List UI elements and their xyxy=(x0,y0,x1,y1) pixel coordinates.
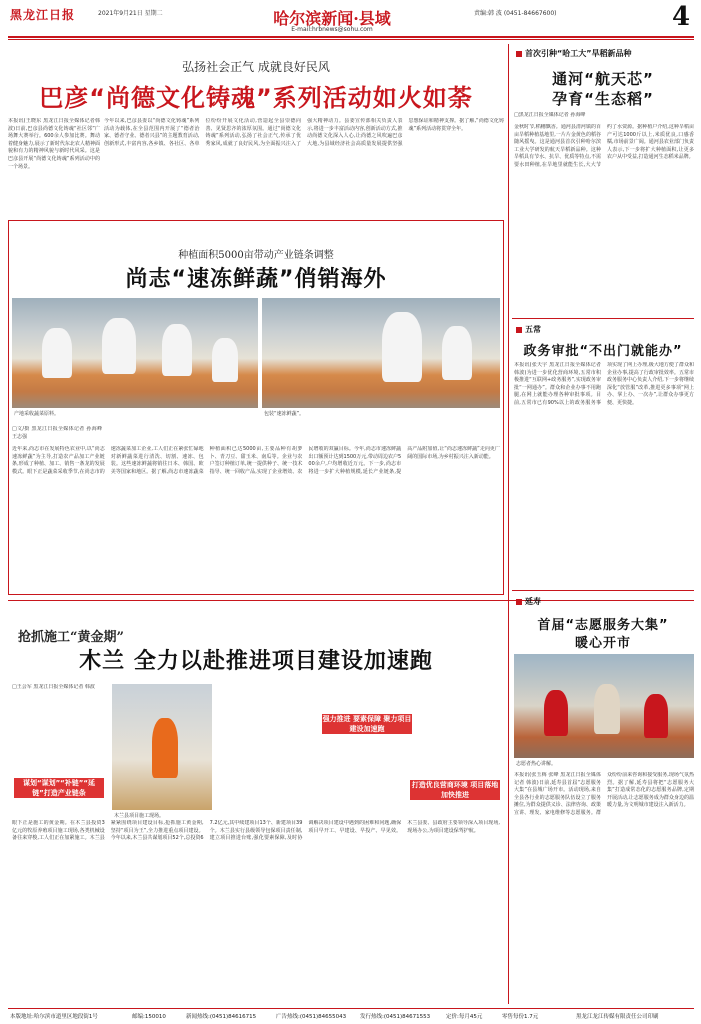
sidebar-rule-2 xyxy=(512,590,694,591)
photo-caption-right: 包装“速冻鲜蔬”。 xyxy=(264,411,305,417)
square-icon xyxy=(516,599,522,605)
article2-byline: □文/摄 黑龙江日报全媒体记者 孙海峰 王志强 xyxy=(12,426,102,440)
square-icon xyxy=(516,327,522,333)
article1-body: 今年以来,巴彦县委以“尚德文化铸魂”系列活动为载体,在全县范围内开展了“德者治家、德者守业、德者兴县”的主题教育活动,创新形式,丰富内容,各乡镇、各社区、各单位纷纷开展文化活动,营造起全县崇德向善、见贤思齐的浓厚氛围。通过“尚德文化铸魂”系列活动,弘扬了社会正气,传承了优秀家风,成就了良好民风,为全面振兴注入了强大精神动力。县委宣传部相关负责人表示,将进一步丰富活动内容,创新活动方式,推动尚德文化深入人心,让尚德之风吹遍巴彦大地,为县域经济社会高质量发展提供坚强思想保证和精神支撑。据了解,“尚德文化铸魂”系列活动将贯穿全年。 xyxy=(104,118,504,147)
photo-harvest xyxy=(12,298,258,408)
section-title: 哈尔滨新闻·县域 xyxy=(273,9,391,28)
square-icon xyxy=(516,51,522,57)
sidebar1-tag xyxy=(516,48,632,59)
article1-byline: 本报讯(王晓东 黑龙江日报全媒体记者韩波)日前,巴彦县尚德文化铸魂“社区邻”广场舞大赛举行。600余人参加比赛。舞动着健身魅力,展示了新时代东北农人精神面貌和有力的精神风貌与新时代风采。这是巴彦县开展“尚德文化铸魂”系列活动中的一个场景。 xyxy=(8,118,100,170)
footer-post: 邮编:150010 xyxy=(132,1014,166,1020)
sidebar1-title-2: 孕育“生态稻” xyxy=(552,90,654,108)
header-rule-thin xyxy=(8,39,694,40)
footer-address: 本版地址:哈尔滨市道里区地段街1号 xyxy=(10,1014,98,1020)
sidebar3-tag xyxy=(516,596,541,607)
sidebar3-body xyxy=(514,772,694,1004)
article3-rule xyxy=(8,600,694,601)
sidebar2-tag xyxy=(516,324,541,335)
footer-rule xyxy=(8,1008,694,1009)
photo-packaging xyxy=(262,298,500,408)
sidebar-rule-1 xyxy=(512,318,694,319)
sidebar2-byline: 本报讯(张天宇 黑龙江日报全媒体记者 韩波) xyxy=(514,362,601,376)
sidebar1-body: 金秋时节,稻穗飘香。通河县清河镇的百亩旱稻种植基地里,一片片金黄色的稻谷随风摇曳。这是通河县首次引种哈尔滨工业大学研发的航天旱稻新品种。这种旱稻具有节水、抗旱、优质等特点,不需要水田种植,在旱地里就能生长,大大节约了水资源。据种植户介绍,这种旱稻亩产可达1000斤以上,米质优良,口感香糯,市场前景广阔。通河县农业部门负责人表示,下一步将扩大种植面积,让更多农户从中受益,打造通河生态稻米品牌。 xyxy=(514,124,694,168)
sidebar3-byline: 本报讯(张玉梅 张峰 黑龙江日报全媒体记者 韩波) xyxy=(514,772,601,786)
photo-caption-left: 产地采收蔬菜原料。 xyxy=(14,411,60,417)
footer-price: 定价:每月45元 xyxy=(446,1014,483,1020)
article3-subtitle: 抢抓施工“黄金期” xyxy=(18,630,124,645)
article2-body: 近年来,尚志市在发展特色农业中,以“尚志速冻鲜蔬”为主导,打造农产品加工产业链条,形成了种植、加工、销售一条龙的发展模式。眼下正是蔬菜采收季节,在尚志市的速冻蔬菜加工企业,工人们正在紧张忙碌地对新鲜蔬菜进行清洗、切割、速冻、包装。这些速冻鲜蔬将销往日本、韩国、欧美等国家和地区。据了解,尚志市速冻蔬菜种植面积已达5000亩,主要品种有胡萝卜、青刀豆、甜玉米、南瓜等。企业与农户签订种植订单,统一提供种子、统一技术指导、统一回收产品,实现了企业增效、农民增收的双赢目标。今年,尚志市速冻鲜蔬出口额预计达到1500万元,带动周边农户500余户,户均增收近万元。下一步,尚志市将进一步扩大种植规模,延长产业链条,提高产品附加值,让“尚志速冻鲜蔬”走向更广阔的国际市场,为乡村振兴注入新动能。 xyxy=(12,446,500,475)
sidebar1-title-1: 通河“航天芯” xyxy=(552,70,654,88)
issue-date: 2021年9月21日 星期二 xyxy=(98,10,163,17)
sidebar1-tag-text: 首次引种“哈工大”旱稻新品种 xyxy=(525,49,632,58)
sidebar3-tag-text: 延寿 xyxy=(525,597,541,606)
sidebar3-title-2: 暖心开市 xyxy=(574,636,631,651)
article3-photo-caption: 木兰县项目施工现场。 xyxy=(114,813,165,819)
newspaper-logo: 黑龙江日报 xyxy=(10,8,76,22)
footer-phone-news: 新闻热线:(0451)84616715 xyxy=(186,1014,257,1020)
article3-subhead-3: 打造优良营商环境 项目落地加快推进 xyxy=(411,781,499,799)
article3-byline: □王会军 黑龙江日报全媒体记者 韩波 xyxy=(12,684,95,690)
article3-subhead-1: 谋划“谋划”“补链”“延链”打造产业链条 xyxy=(14,778,104,798)
article1-subtitle: 弘扬社会正气 成就良好民风 xyxy=(182,60,330,74)
sidebar2-body-text: 为进一步优化营商环境,五常市积极推进“互联网+政务服务”,实现政务审批“一网通办”。群众和企业办事不用跑腿,在网上就能办理各种审批事项。目前,五常市已有90%以上的政务服务事项实现了网上办理,极大地方便了群众和企业办事,提高了行政审批效率。五常市政务服务中心负责人介绍,下一步将继续深化“放管服”改革,推进更多事项“网上办、掌上办、一次办”,让群众办事更方便、更快捷。 xyxy=(514,362,694,406)
footer-retail: 零售每份1.7元 xyxy=(502,1014,539,1020)
footer-ad: 广告热线:(0451)84655043 xyxy=(276,1014,347,1020)
article2-subtitle: 种植面积5000亩带动产业链条调整 xyxy=(178,250,334,261)
article3-title: 木兰 全力以赴推进项目建设加速跑 xyxy=(79,649,433,674)
photo-volunteers xyxy=(514,654,694,758)
article1-title: 巴彦“尚德文化铸魂”系列活动如火如荼 xyxy=(39,84,473,112)
section-email: E-mail:hrbnews@sohu.com xyxy=(291,26,373,33)
sidebar3-photo-caption: 志愿者热心讲解。 xyxy=(516,761,557,767)
sidebar3-title-1: 首届“志愿服务大集” xyxy=(537,618,669,633)
sidebar2-tag-text: 五常 xyxy=(525,325,541,334)
sidebar-divider xyxy=(508,44,509,1004)
article2-title: 尚志“速冻鲜蔬”俏销海外 xyxy=(125,267,387,292)
editor-info: 责编:韩 波 (0451-84667600) xyxy=(474,10,557,17)
sidebar3-body-text: 日前,延寿县首届“志愿服务大集”在县城广场开市。活动现场,来自全县各行业的志愿服务队伍设立了服务摊位,为群众提供义诊、法律咨询、政策宣讲、理发、家电维修等志愿服务。群众纷纷前来咨询和接受服务,现场气氛热烈。据了解,延寿县将把“志愿服务大集”打造成常态化的志愿服务品牌,定期开展活动,让志愿服务成为群众身边的温暖力量,为文明城市建设注入新活力。 xyxy=(514,772,694,816)
footer-printer: 黑龙江龙江传媒有限责任公司印刷 xyxy=(576,1014,659,1020)
sidebar2-title: 政务审批“不出门就能办” xyxy=(523,344,683,359)
footer-issue: 发行热线:(0451)84671553 xyxy=(360,1014,431,1020)
header-rule xyxy=(8,36,694,38)
sidebar1-byline: □黑龙江日报全媒体记者 孙海峰 xyxy=(514,112,586,118)
article3-subhead-2: 强力推进 要素保障 聚力项目建设加速跑 xyxy=(322,715,412,733)
article3-body: 眼下正是施工的黄金期。在木兰县投资3亿元的牧原养殖项目施工现场,各类机械设备往来穿梭,工人们正在加紧施工。木兰县紧紧围绕项目建设目标,抢抓施工黄金期,坚持“项目为王”,全力推进重点项目建设。今年以来,木兰县共谋划项目52个,总投资67.2亿元,其中续建项目13个、新建项目39个。木兰县实行县级领导包保项目责任制,建立项目推进台账,强化要素保障,及时协调解决项目建设中遇到的困难和问题,确保项目早开工、早建设、早投产、早见效。木兰县委、县政府主要领导深入项目现场,现场办公,为项目建设保驾护航。 xyxy=(12,820,500,842)
sidebar2-body xyxy=(514,362,694,584)
photo-construction xyxy=(112,684,212,810)
page-number: 4 xyxy=(672,2,691,32)
